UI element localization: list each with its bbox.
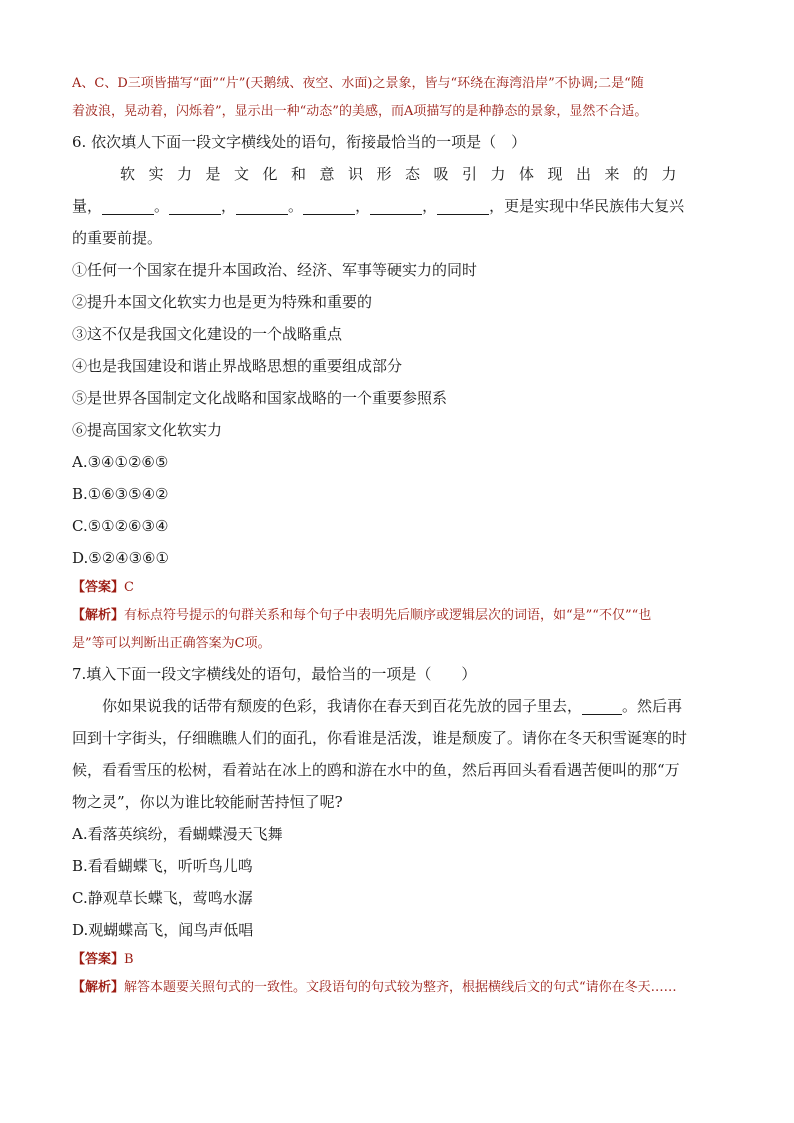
q6-blank-1 (102, 196, 154, 215)
q7-answer (72, 946, 724, 974)
q6-blank-4 (303, 196, 355, 215)
q6-passage-text: ， (422, 197, 438, 215)
q7-explanation-line-1 (72, 974, 724, 1002)
q6-option-b: B.①⑥③⑤④② (72, 485, 169, 503)
q6-item: ⑥提高国家文化软实力 (72, 421, 223, 439)
q7-passage-line-4: 物之灵”，你以为谁比较能耐苦持恒了呢? (72, 793, 343, 811)
q7-option-b: B.看看蝴蝶飞，听听鸟儿鸣 (72, 857, 253, 875)
q6-item: ①任何一个国家在提升本国政治、经济、军事等硬实力的同时 (72, 261, 478, 279)
q6-passage-text: 。 (154, 197, 170, 215)
q6-stem: 6. 依次填人下面一段文字横线处的语句，衔接最恰当的一项是（ ） (72, 133, 527, 151)
q7-stem: 7.填入下面一段文字横线处的语句，最恰当的一项是（ ） (72, 665, 477, 683)
explanation-text: 有标点符号提示的句群关系和每个句子中表明先后顺序或逻辑层次的词语，如“是”“不仅”“也 (124, 608, 652, 623)
q6-blank-2 (169, 196, 221, 215)
q6-blank-5 (370, 196, 422, 215)
q6-explanation-line-1 (72, 602, 724, 630)
q6-blank-6 (437, 196, 489, 215)
q6-passage-text: 量， (72, 197, 103, 215)
q7-passage-line-1 (72, 690, 724, 722)
q6-passage-text: ， (221, 197, 237, 215)
q6-item: ④也是我国建设和谐止界战略思想的重要组成部分 (72, 357, 403, 375)
q6-passage-line-3: 的重要前提。 (72, 229, 163, 247)
q6-passage-text: ，更是实现中华民族伟大复兴 (489, 197, 685, 215)
answer-value: C (124, 580, 134, 595)
q7-passage-text: 你如果说我的话带有颓废的色彩，我请你在春天到百花先放的园子里去， (102, 697, 583, 715)
q7-option-c: C.静观草长蝶飞，莺鸣水潺 (72, 889, 253, 907)
q7-passage-line-2: 回到十字街头，仔细瞧瞧人们的面孔，你看谁是活泼，谁是颓废了。请你在冬天积雪诞寒的时 (72, 729, 688, 747)
q5-explanation-line-1: A、C、D三项皆描写“面”“片”(天鹅绒、夜空、水面)之景象，皆与“环绕在海湾沿岸”不协调;二是“随 (72, 76, 644, 91)
q6-passage-line-1: 软实力是文化和意识形态吸引力体现出来的力 (120, 165, 691, 183)
q5-explanation-line-2: 着波浪，晃动着，闪烁着”，显示出一种“动态”的美感，而A项描写的是种静态的景象，显然不合适。 (72, 104, 648, 119)
answer-value: B (124, 952, 134, 967)
q6-item: ⑤是世界各国制定文化战略和国家战略的一个重要参照系 (72, 389, 448, 407)
q6-blank-3 (236, 196, 288, 215)
q6-explanation-line-2: 是”等可以判断出正确答案为C项。 (72, 636, 271, 651)
explanation-label: 【解析】 (72, 608, 125, 623)
answer-label: 【答案】 (72, 580, 125, 595)
q6-item: ②提升本国文化软实力也是更为特殊和重要的 (72, 293, 373, 311)
q6-answer (72, 574, 724, 602)
q6-item: ③这不仅是我国文化建设的一个战略重点 (72, 325, 343, 343)
q7-option-a: A.看落英缤纷，看蝴蝶漫天飞舞 (72, 825, 283, 843)
q6-option-a: A.③④①②⑥⑤ (72, 453, 169, 471)
q7-passage-line-3: 候，看看雪压的松树，看着站在冰上的鸥和游在水中的鱼，然后再回头看看遇苦便叫的那“万 (72, 761, 680, 779)
explanation-text: 解答本题要关照句式的一致性。文段语句的句式较为整齐，根据横线后文的句式“请你在冬天…… (124, 980, 677, 995)
q6-passage-line-2 (72, 190, 724, 222)
q7-blank (582, 696, 622, 715)
q7-passage-text: 。然后再 (622, 697, 683, 715)
q6-option-d: D.⑤②④③⑥① (72, 549, 169, 567)
answer-label: 【答案】 (72, 952, 125, 967)
q6-passage-text: ， (355, 197, 371, 215)
q7-option-d: D.观蝴蝶高飞，闻鸟声低唱 (72, 921, 254, 939)
q6-passage-text: 。 (288, 197, 304, 215)
q6-option-c: C.⑤①②⑥③④ (72, 517, 169, 535)
explanation-label: 【解析】 (72, 980, 125, 995)
document-page (72, 70, 724, 1002)
